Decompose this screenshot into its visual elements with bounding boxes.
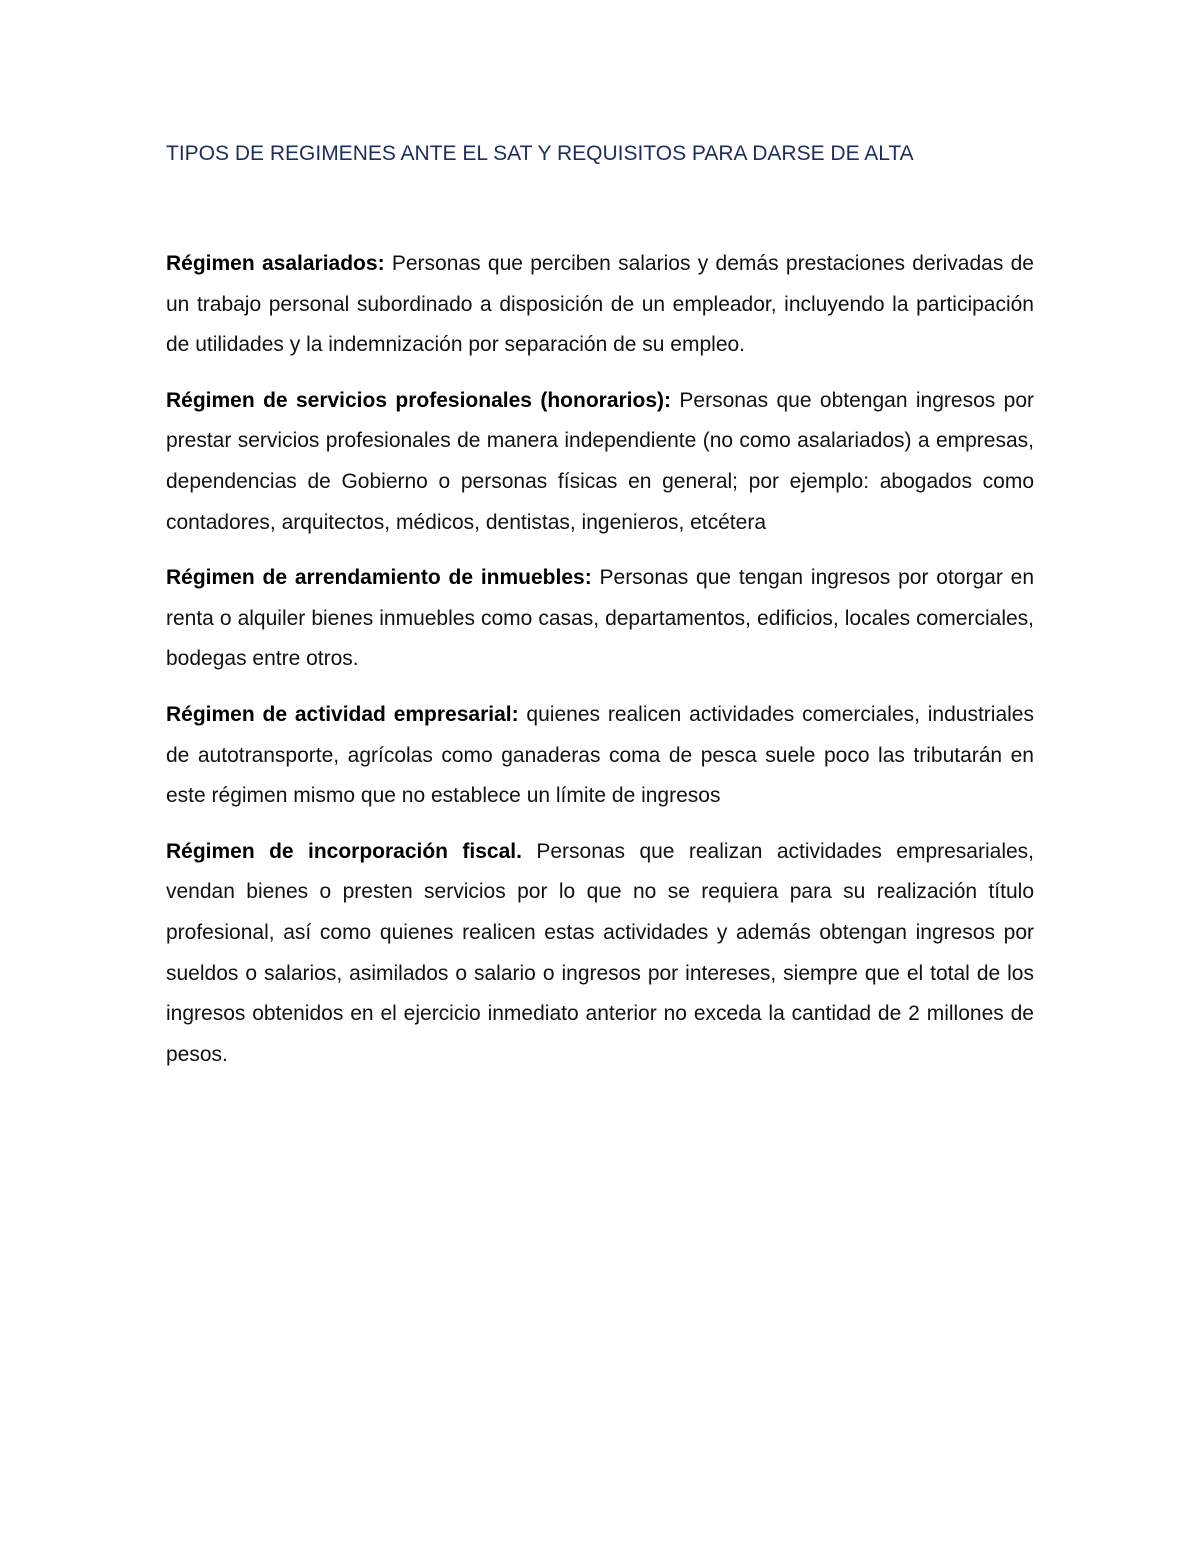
paragraph-term: Régimen de servicios profesionales (honorarios): xyxy=(166,388,671,412)
paragraph-term: Régimen de arrendamiento de inmuebles: xyxy=(166,566,592,590)
paragraph-regimen-asalariados xyxy=(166,244,1034,366)
paragraph-text: Personas que tengan ingresos por otorgar en renta o alquiler bienes inmuebles como casas, departamentos, edificios, locales comerciales, bodegas entre otros. xyxy=(166,566,1034,671)
paragraph-regimen-actividad-empresarial xyxy=(166,695,1034,817)
paragraph-text: Personas que realizan actividades empresariales, vendan bienes o presten servicios por lo que no se requiera para su realización título profesional, así como quienes realicen estas actividades y además obtengan ingresos por sueldos o salarios, asimilados o salario o ingresos por intereses, siempre que el total de los ingresos obtenidos en el ejercicio inmediato anterior no exceda la cantidad de 2 millones de pesos. xyxy=(166,839,1034,1066)
paragraph-regimen-incorporacion-fiscal xyxy=(166,832,1034,1076)
paragraph-term: Régimen asalariados: xyxy=(166,252,385,275)
paragraph-text: quienes realicen actividades comerciales, industriales de autotransporte, agrícolas como ganaderas coma de pesca suele poco las tributarán en este régimen mismo que no establece un límite de ingresos xyxy=(166,702,1034,808)
paragraph-regimen-honorarios xyxy=(166,381,1034,543)
document-body xyxy=(166,244,1034,1090)
document-title: TIPOS DE REGIMENES ANTE EL SAT Y REQUISITOS PARA DARSE DE ALTA xyxy=(166,142,914,165)
paragraph-term: Régimen de incorporación fiscal. xyxy=(166,839,522,863)
paragraph-text: Personas que perciben salarios y demás prestaciones derivadas de un trabajo personal subordinado a disposición de un empleador, incluyendo la participación de utilidades y la indemnización por separación de su empleo. xyxy=(166,252,1034,357)
paragraph-regimen-arrendamiento xyxy=(166,558,1034,680)
paragraph-text: Personas que obtengan ingresos por prestar servicios profesionales de manera independiente (no como asalariados) a empresas, dependencias de Gobierno o personas físicas en general; por ejemplo: abogados como contadores, arquitectos, médicos, dentistas, ingenieros, etcétera xyxy=(166,388,1034,534)
paragraph-term: Régimen de actividad empresarial: xyxy=(166,702,519,726)
